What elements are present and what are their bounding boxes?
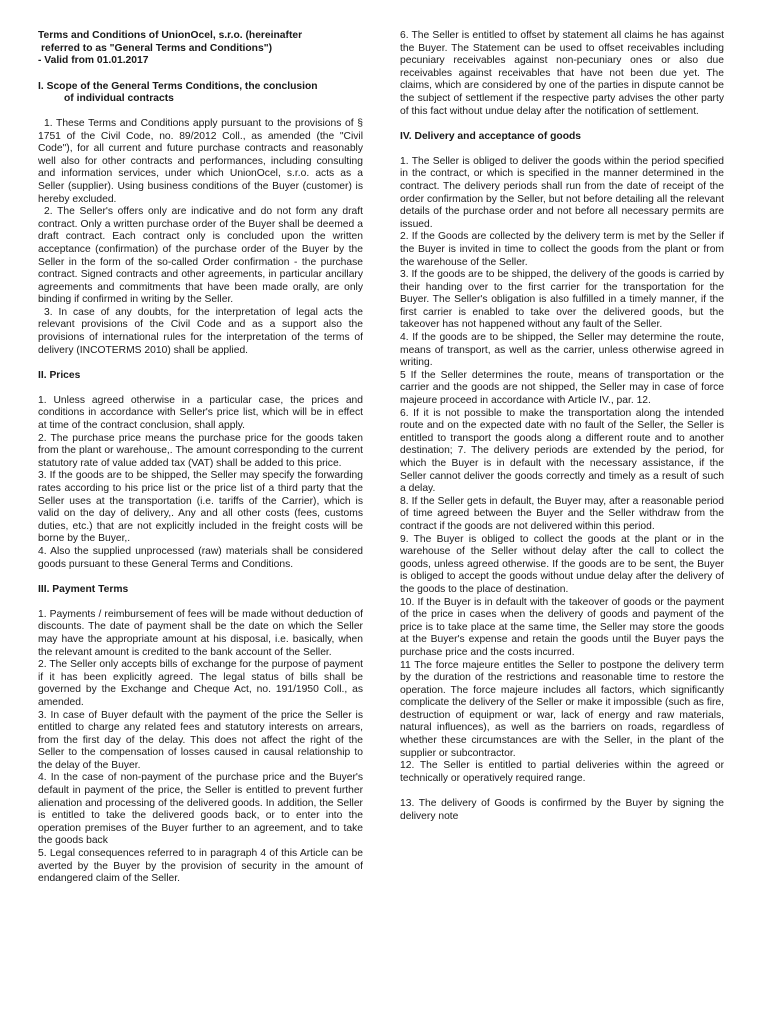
right-column [400, 30, 724, 824]
section-1-paragraph: 2. The Seller's offers only are indicative and do not form any draft contract. Only a written purchase order of the Buyer shall be deemed a draft contract. Each contract only is concluded upon the written acceptance (confirmation) of the purchase order of the Buyer by the Seller in the form of the so-called Order confirmation - the purchase contract. Signed contracts and other agreements, in particular ancillary agreements and commitments that have been made orally, are only binding if confirmed in writing by the Seller. [38, 206, 363, 306]
section-3-paragraph: 5. Legal consequences referred to in paragraph 4 of this Article can be averted by the Buyer by the provision of security in the amount of endangered claim of the Seller. [38, 848, 363, 885]
section-4-heading: IV. Delivery and acceptance of goods [400, 131, 582, 143]
section-3-body [38, 609, 363, 886]
section-3-paragraph: 6. The Seller is entitled to offset by statement all claims he has against the Buyer. The Statement can be used to offset receivables including pecuniary receivables against non-pecuniary ones or also due receivables against receivables that have not been due yet. The claims, which are considered by one of the parties in dispute cannot be the subject of settlement if the respective party advises the other party of this fact without undue delay after the notification of settlement. [400, 30, 724, 117]
section-2-heading: II. Prices [38, 370, 81, 382]
section-3-paragraph: 2. The Seller only accepts bills of exchange for the purpose of payment if it has been explicitly agreed. The legal status of bills shall be governed by the Exchange and Cheque Act, no. 191/1950 Coll., as amended. [38, 659, 363, 708]
section-3-continued [400, 30, 724, 118]
title-line-2: referred to as "General Terms and Conditions") [41, 42, 273, 54]
title-line-1: Terms and Conditions of UnionOcel, s.r.o. (hereinafter [38, 30, 303, 41]
section-4-paragraph: 9. The Buyer is obliged to collect the goods at the plant or in the warehouse of the Seller without delay after the call to collect the goods, unless agreed otherwise. If the goods are to be sent, the Buyer is obliged to accept the goods without undue delay after the delivery of the goods to the place of destination. [400, 533, 724, 595]
section-1-paragraph: 3. In case of any doubts, for the interpretation of legal acts the relevant provisions of the Civil Code and as a support also the provisions of international rules for the interpretation of the terms of delivery (INCOTERMS 2010) shall be applied. [38, 306, 363, 356]
section-4-paragraph: 8. If the Seller gets in default, the Buyer may, after a reasonable period of time agreed between the Buyer and the Seller withdraw from the contract if the goods are not delivered within this period. [400, 495, 724, 532]
section-4-paragraph: 4. If the goods are to be shipped, the Seller may determine the route, means of transport, as well as the carrier, unless otherwise agreed in writing. [400, 332, 724, 369]
document-title [38, 30, 363, 68]
section-4-paragraph: 2. If the Goods are collected by the delivery term is met by the Seller if the Buyer is invited in time to collect the goods from the plant or from the warehouse of the Seller. [400, 231, 724, 268]
section-4-paragraph: 13. The delivery of Goods is confirmed by the Buyer by signing the delivery note [400, 798, 724, 823]
title-line-3: - Valid from 01.01.2017 [38, 55, 149, 67]
section-3-paragraph: 3. In case of Buyer default with the payment of the price the Seller is entitled to charge any related fees and statutory interests on arrears, from the first day of the delay. This does not affect the right of the Seller to the compensation of losses caused in causal relationship to the delay of the Buyer. [38, 709, 363, 771]
section-4-paragraph: 11 The force majeure entitles the Seller to postpone the delivery term by the duration of the restrictions and reasonable time to restore the operation. The force majeure includes all factors, which significantly complicate the delivery of the Seller or make it impossible (such as fire, destruction of equipment or war, lack of energy and raw materials, natural influences), as well as the barriers on roads, regardless of whether these circumstances are with the Seller, in the plant of the supplier or subcontractor. [400, 659, 724, 759]
left-column [38, 30, 363, 886]
section-2-paragraph: 4. Also the supplied unprocessed (raw) materials shall be considered goods pursuant to these General Terms and Conditions. [38, 545, 363, 570]
section-4-paragraph: 5 If the Seller determines the route, means of transportation or the carrier and the goods are not shipped, the Seller may in case of force majeure proceed in accordance with Article IV., par. 12. [400, 369, 724, 407]
section-3-paragraph: 4. In the case of non-payment of the purchase price and the Buyer's default in payment of the price, the Seller is entitled to prevent further alienation and processing of the delivered goods. In addition, the Seller is entitled to take the delivered goods back, or to enter into the operation premises of the Buyer further to an agreement, and to take the goods back [38, 772, 363, 847]
section-1-heading [38, 81, 363, 106]
section-1-heading-a: I. Scope of the General Terms Conditions, the conclusion [38, 80, 318, 92]
section-2-body [38, 395, 363, 571]
section-4-paragraph: 3. If the goods are to be shipped, the delivery of the goods is carried by their handing over to the first carrier for the transportation for the Buyer. The Seller's obligation is also fulfilled in a timely manner, if the first carrier is enabled to take over the delivered goods, but the takeover has not happened without any fault of the Seller. [400, 269, 724, 331]
section-4-paragraph: 12. The Seller is entitled to partial deliveries within the agreed or technically or operatively required range. [400, 760, 724, 784]
section-1-paragraph: 1. These Terms and Conditions apply pursuant to the provisions of § 1751 of the Civil Code, no. 89/2012 Coll., as amended (the "Civil Code"), for all current and future purchase contracts and reasonably well also for other contracts and performances, including consulting and information services, under which UnionOcel, s.r.o. acts as a Seller (supplier). Using business conditions of the Buyer (customer) is hereby excluded. [38, 117, 363, 205]
section-2-paragraph: 3. If the goods are to be shipped, the Seller may specify the forwarding rates according to his price list or the price list of a third party that the Seller uses at the transportation (i.e. tariffs of the Carrier), which is valid on the day of delivery,. Any and all other costs (fees, customs duties, etc.) that are not explicitly included in the freight costs will be borne by the Buyer,. [38, 470, 363, 545]
section-4-body [400, 156, 724, 786]
section-1-body [38, 118, 363, 357]
section-4-paragraph: 10. If the Buyer is in default with the takeover of goods or the payment of the price in cases when the delivery of goods and payment of the price is to take place at the same time, the Seller may store the goods at the Buyer's expense and retain the goods until the Buyer pays the purchase price and the costs incurred. [400, 596, 724, 658]
section-1-heading-b: of individual contracts [64, 93, 174, 105]
section-4-paragraph: 6. If it is not possible to make the transportation along the intended route and on the expected date with no fault of the Seller, the Seller is entitled to transport the goods along a different route and to another destination; 7. The delivery periods are extended by the period, for which the Buyer is in default with the necessary assistance, if the Seller cannot deliver the goods correctly and timely as a result of such a delay. [400, 407, 724, 495]
section-3-paragraph: 1. Payments / reimbursement of fees will be made without deduction of discounts. The date of payment shall be the date on which the Seller may have the appropriate amount at his disposal, i.e. basically, when the relevant amount is credited to the bank account of the Seller. [38, 608, 363, 658]
section-3-heading: III. Payment Terms [38, 584, 129, 596]
section-4-paragraph: 1. The Seller is obliged to deliver the goods within the period specified in the contract, or which is specified in the manner determined in the contract. The delivery periods shall run from the date of receipt of the order confirmation by the Seller, but not before detailing all the relevant details of the purchase order and not before all necessary permits are issued. [400, 155, 724, 230]
section-2-paragraph: 1. Unless agreed otherwise in a particular case, the prices and conditions in accordance with Seller's price list, which will be in effect at time of the contract conclusion, shall apply. [38, 394, 363, 432]
section-2-paragraph: 2. The purchase price means the purchase price for the goods taken from the plant or warehouse,. The amount corresponding to the current statutory rate of value added tax (VAT) shall be added to this price. [38, 432, 363, 469]
